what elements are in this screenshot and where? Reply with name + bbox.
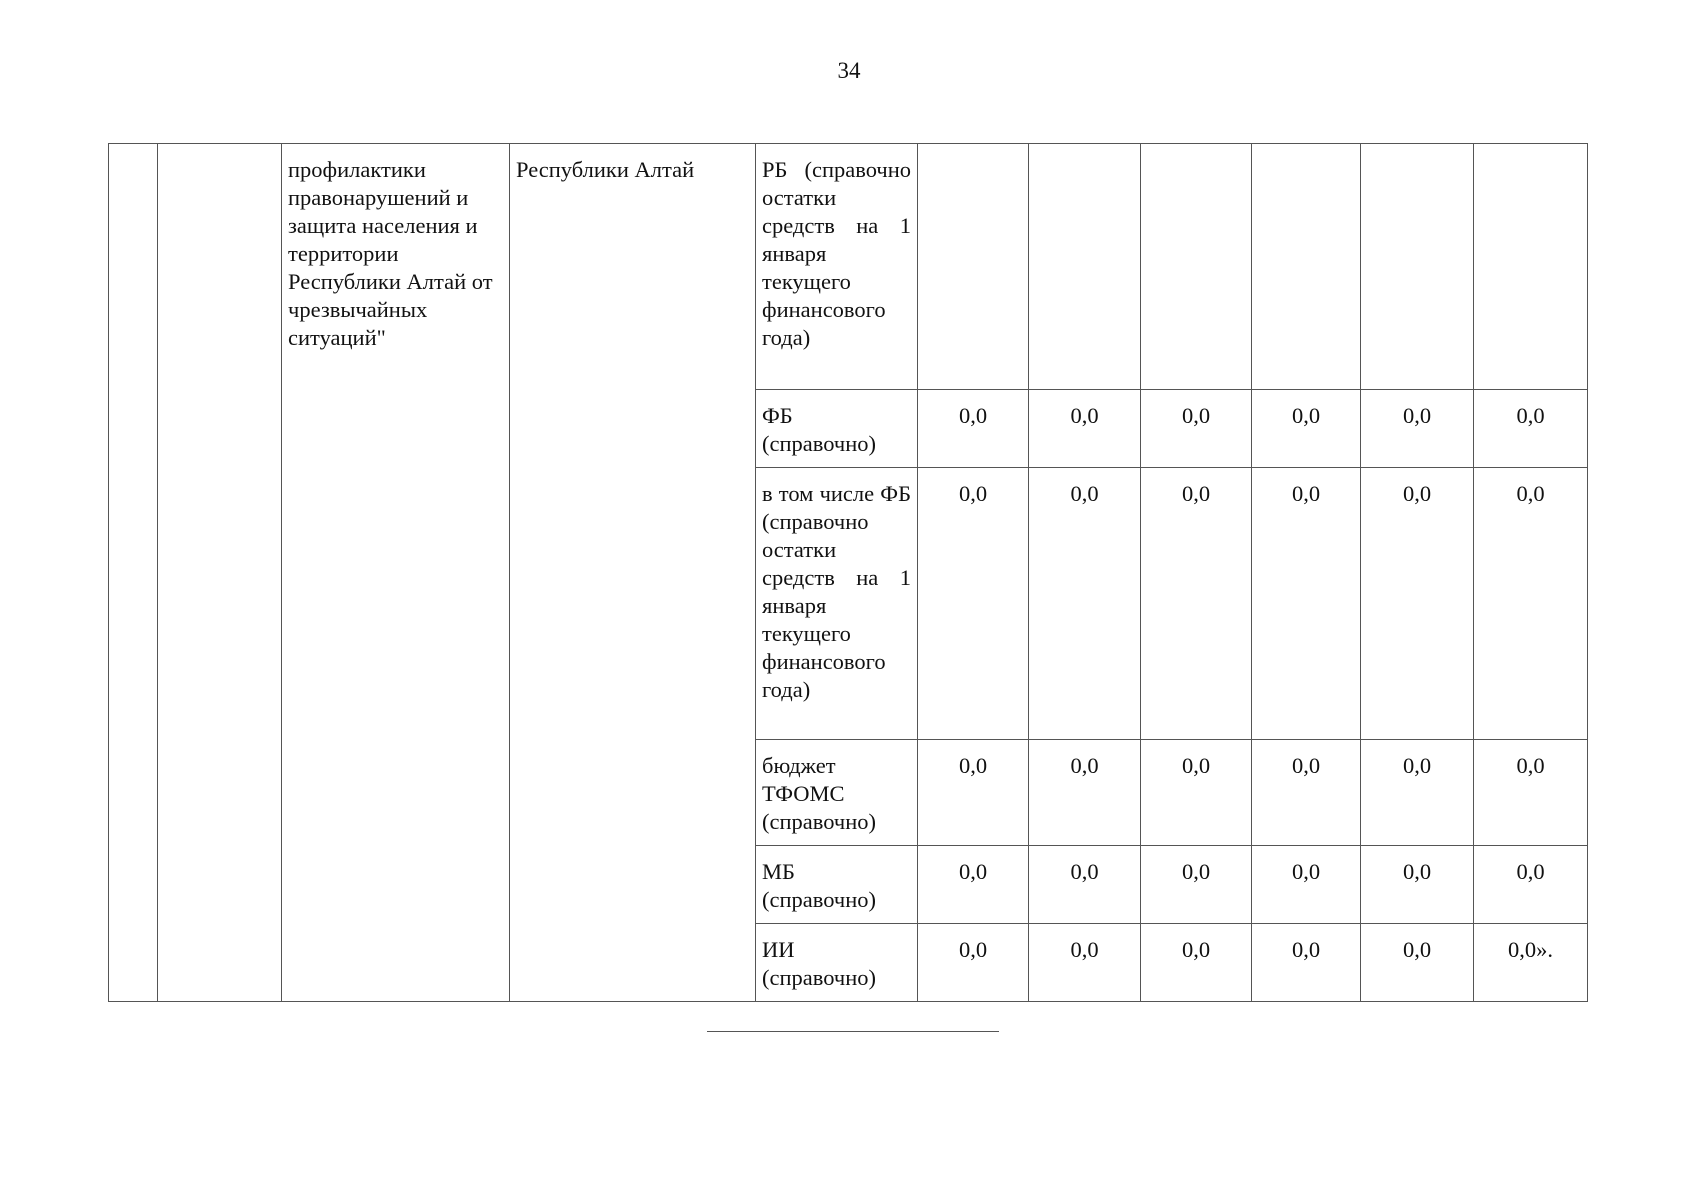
funding-source-cell: ИИ (справочно) xyxy=(756,924,918,1002)
value-cell: 0,0 xyxy=(1361,740,1474,846)
code-cell xyxy=(158,144,282,1002)
value-cell: 0,0 xyxy=(1361,468,1474,740)
funding-source-cell: в том числе ФБ (справочно остатки средств на 1 января текущего финансового года) xyxy=(756,468,918,740)
value-cell xyxy=(1474,144,1588,390)
funding-source-cell: ФБ (справочно) xyxy=(756,390,918,468)
end-divider-line xyxy=(707,1031,999,1032)
executor-cell: Республики Алтай xyxy=(510,144,756,1002)
funding-source-cell: МБ (справочно) xyxy=(756,846,918,924)
value-cell: 0,0 xyxy=(1141,924,1252,1002)
table-row xyxy=(109,144,1588,390)
value-cell: 0,0». xyxy=(1474,924,1588,1002)
value-cell: 0,0 xyxy=(1474,846,1588,924)
value-cell xyxy=(918,144,1029,390)
value-cell: 0,0 xyxy=(1029,846,1141,924)
value-cell: 0,0 xyxy=(1141,390,1252,468)
value-cell xyxy=(1252,144,1361,390)
value-cell: 0,0 xyxy=(1252,846,1361,924)
program-name-cell: профилактики правонарушений и защита населения и территории Республики Алтай от чрезвычайных ситуаций" xyxy=(282,144,510,1002)
value-cell: 0,0 xyxy=(918,924,1029,1002)
value-cell: 0,0 xyxy=(1141,468,1252,740)
value-cell: 0,0 xyxy=(918,468,1029,740)
value-cell: 0,0 xyxy=(1141,740,1252,846)
value-cell: 0,0 xyxy=(918,390,1029,468)
value-cell: 0,0 xyxy=(1474,740,1588,846)
value-cell: 0,0 xyxy=(1141,846,1252,924)
value-cell xyxy=(1141,144,1252,390)
value-cell: 0,0 xyxy=(1029,924,1141,1002)
value-cell: 0,0 xyxy=(918,846,1029,924)
page-number: 34 xyxy=(837,58,861,83)
value-cell: 0,0 xyxy=(1029,740,1141,846)
value-cell: 0,0 xyxy=(1474,390,1588,468)
value-cell: 0,0 xyxy=(1361,924,1474,1002)
value-cell: 0,0 xyxy=(1252,740,1361,846)
value-cell: 0,0 xyxy=(918,740,1029,846)
value-cell: 0,0 xyxy=(1361,846,1474,924)
value-cell: 0,0 xyxy=(1252,468,1361,740)
budget-table xyxy=(108,143,1588,1002)
value-cell: 0,0 xyxy=(1361,390,1474,468)
funding-source-cell: бюджет ТФОМС (справочно) xyxy=(756,740,918,846)
value-cell xyxy=(1361,144,1474,390)
value-cell: 0,0 xyxy=(1029,468,1141,740)
value-cell: 0,0 xyxy=(1029,390,1141,468)
value-cell xyxy=(1029,144,1141,390)
index-cell xyxy=(109,144,158,1002)
value-cell: 0,0 xyxy=(1252,924,1361,1002)
funding-source-cell: РБ (справочно остатки средств на 1 января текущего финансового года) xyxy=(756,144,918,390)
value-cell: 0,0 xyxy=(1252,390,1361,468)
value-cell: 0,0 xyxy=(1474,468,1588,740)
